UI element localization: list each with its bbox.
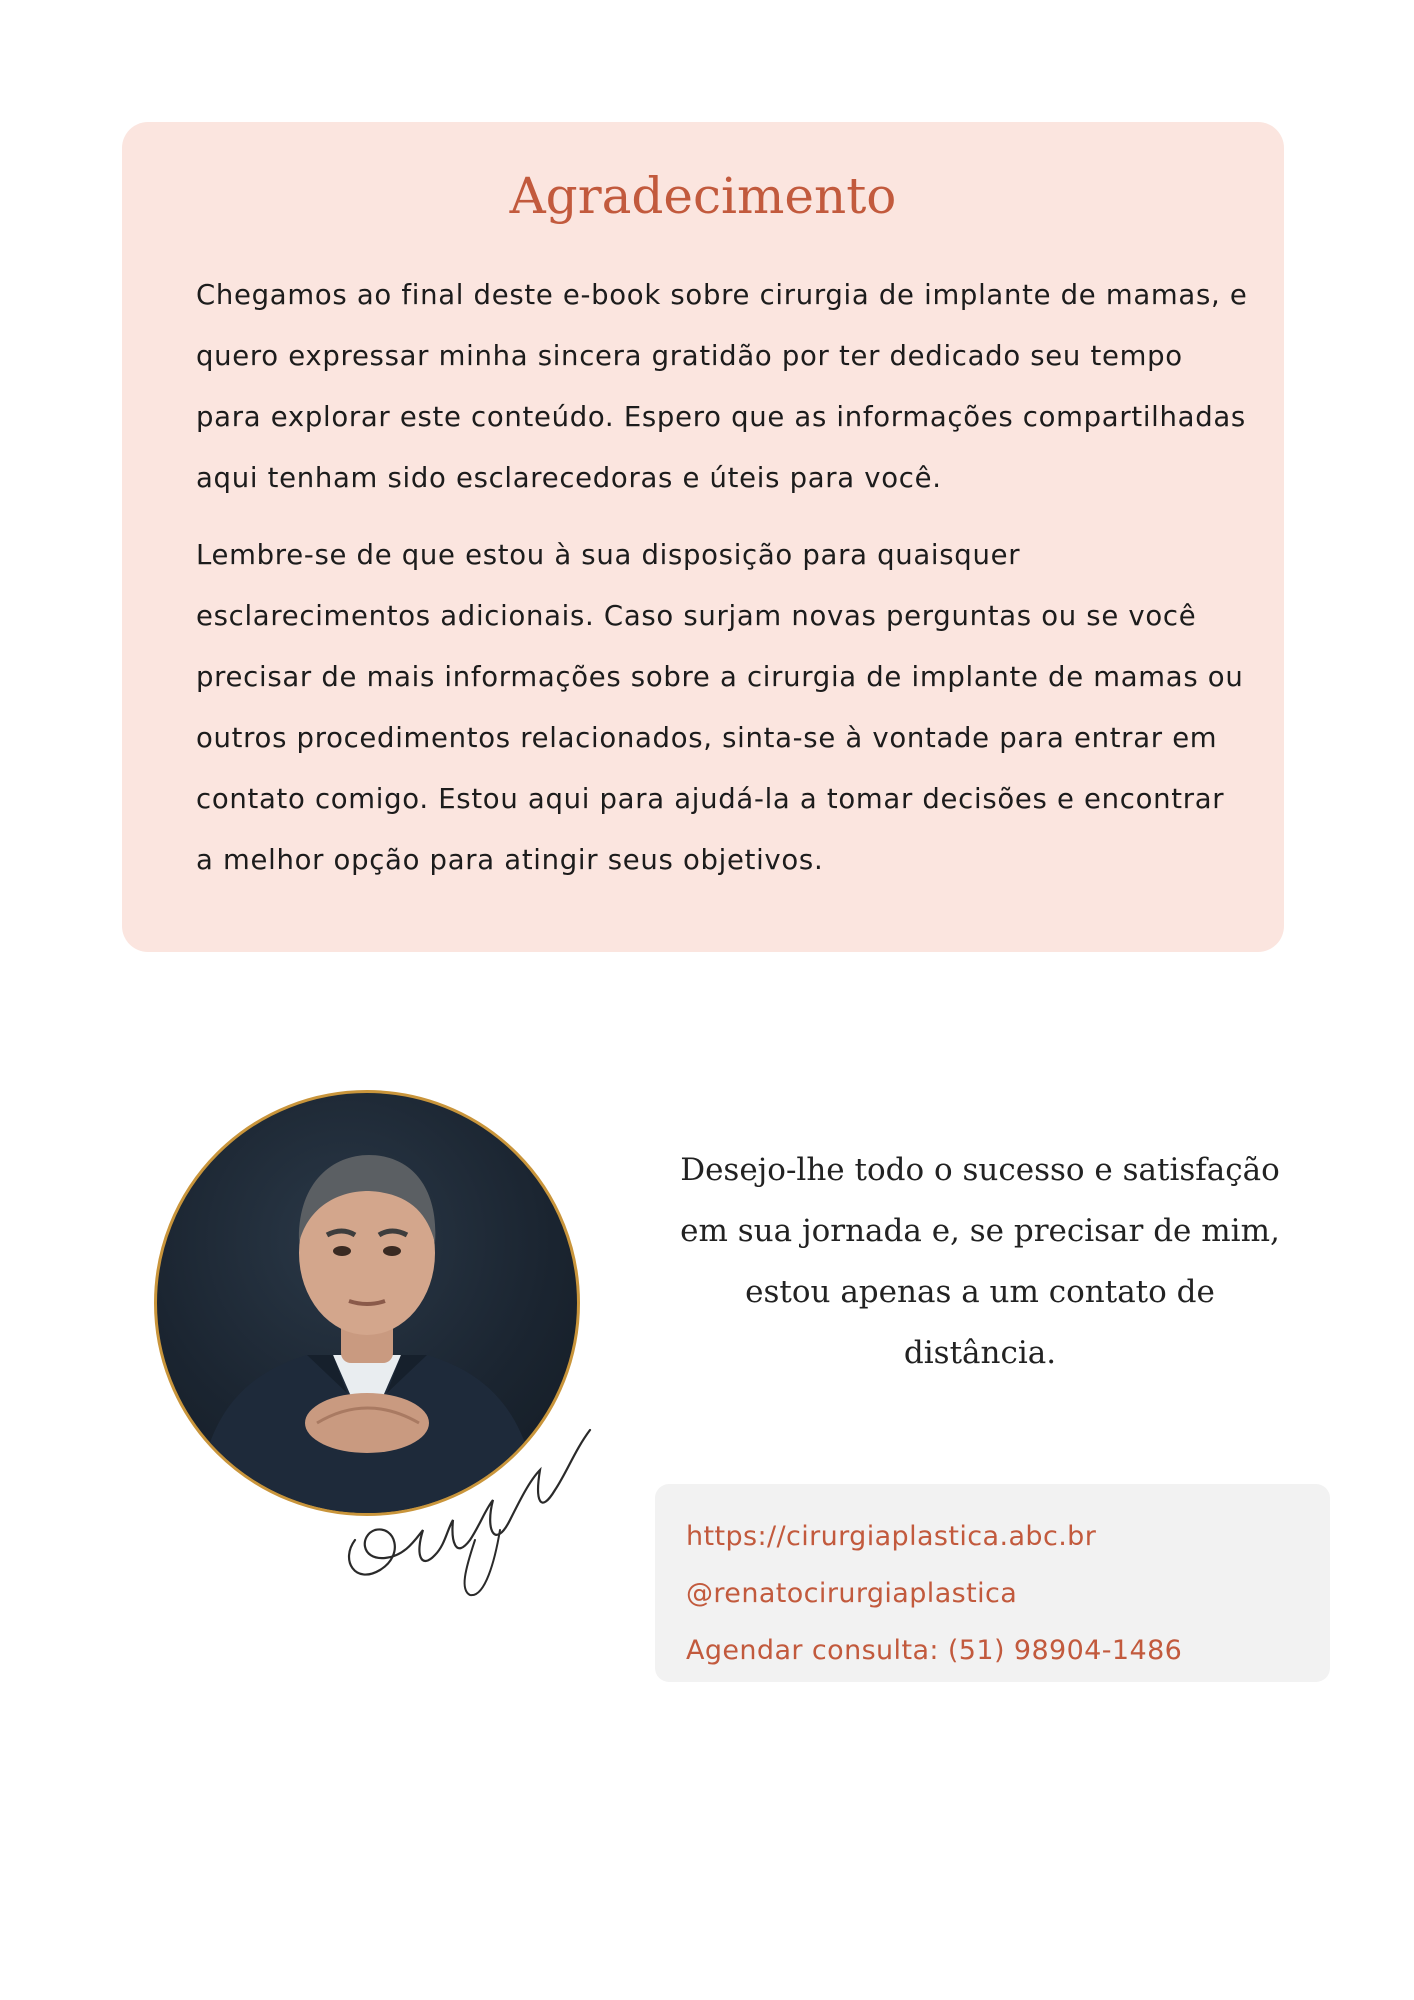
contact-box xyxy=(655,1484,1330,1682)
closing-message: Desejo-lhe todo o sucesso e satisfação em sua jornada e, se precisar de mim, estou apenas a um contato de distância. xyxy=(680,1152,1280,1371)
booking-phone[interactable]: Agendar consulta: (51) 98904-1486 xyxy=(686,1635,1183,1666)
website-link[interactable]: https://cirurgiaplastica.abc.br xyxy=(686,1521,1097,1552)
card-paragraph-2: Lembre-se de que estou à sua disposição para quaisquer esclarecimentos adicionais. Caso surjam novas perguntas ou se você precisar de mais informações sobre a cirurgia de implante de mamas ou outros procedimentos relacionados, sinta-se à vontade para entrar em contato comigo. Estou aqui para ajudá-la a tomar decisões e encontrar a melhor opção para atingir seus objetivos. xyxy=(196,539,1244,876)
card-title: Agradecimento xyxy=(509,167,897,225)
thank-you-card xyxy=(122,122,1284,952)
instagram-handle[interactable]: @renatocirurgiaplastica xyxy=(686,1578,1018,1609)
card-paragraph-1: Chegamos ao final deste e-book sobre cirurgia de implante de mamas, e quero expressar minha sincera gratidão por ter dedicado seu tempo para explorar este conteúdo. Espero que as informações compartilhadas aqui tenham sido esclarecedoras e úteis para você. xyxy=(196,279,1248,494)
signature-obrigado xyxy=(335,1390,615,1600)
